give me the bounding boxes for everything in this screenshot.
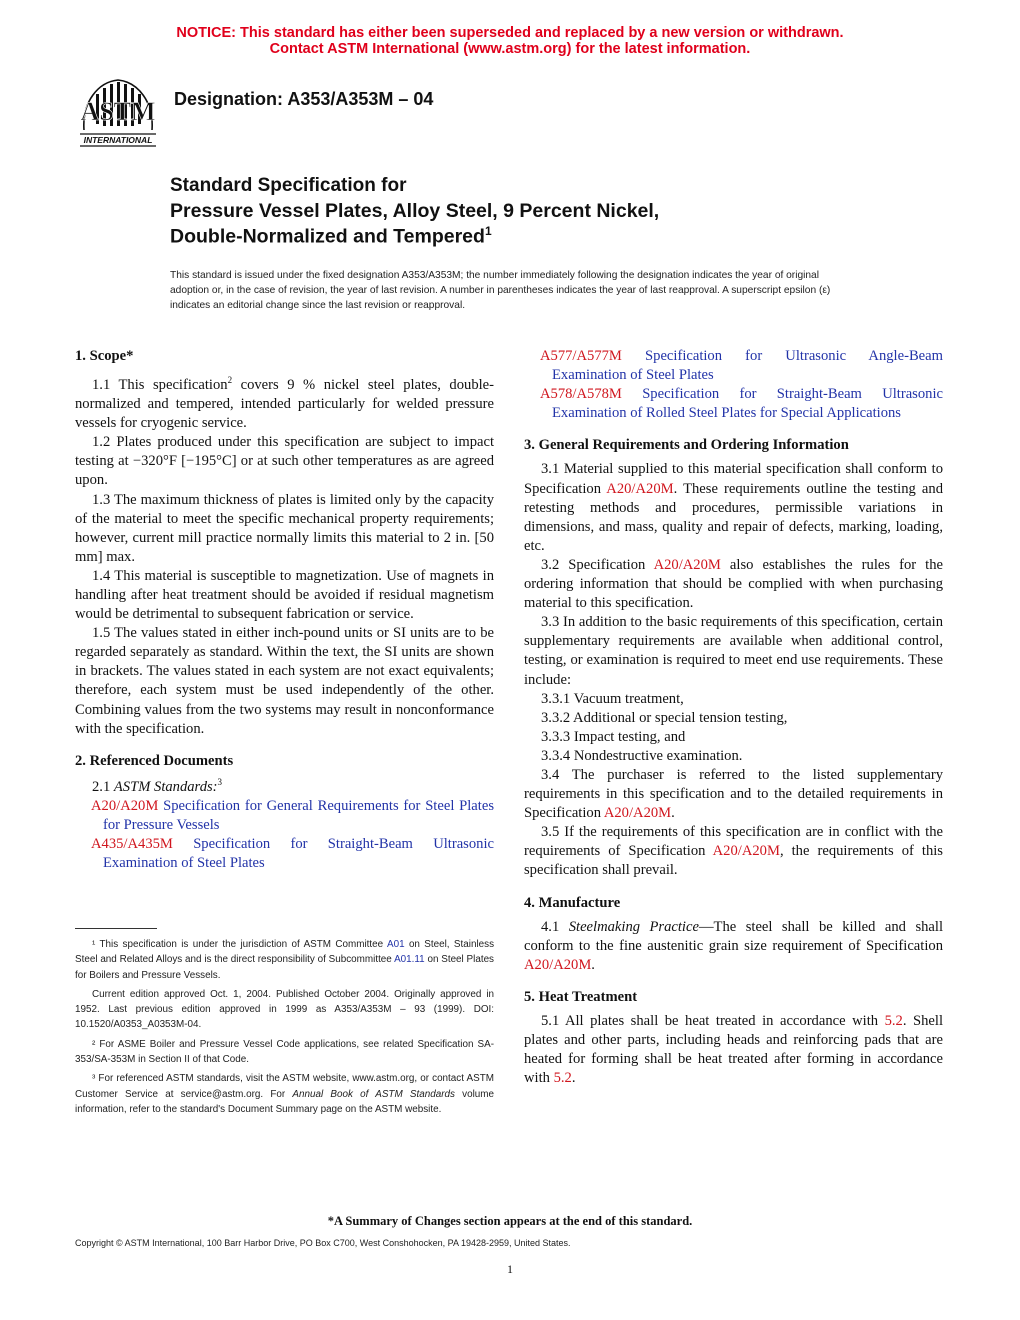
logo-subtext: INTERNATIONAL [83,135,153,145]
footnote-link[interactable]: A01.11 [394,954,425,966]
scope-p2: 1.2 Plates produced under this specification are subject to impact testing at −320°F [−195°C] or at such other temperatures as are agreed upon. [75,434,494,489]
footnote-rule [75,928,157,929]
general-item: 3.3.3 Impact testing, and [541,728,686,745]
footnotes [75,937,494,1117]
scope-heading: 1. Scope* [75,348,134,364]
scope-p4: 1.4 This material is susceptible to magnetization. Use of magnets in handling after heat treatment should be avoided if residual magnetism would be detrimental to subsequent fabrication or service. [75,567,494,623]
footnote-2: ² For ASME Boiler and Pressure Vessel Code applications, see related Specification SA-353/SA-353M in Section II of that Code. [75,1038,494,1066]
spec-link[interactable]: A20/A20M [653,556,721,573]
title-footnote-mark: 1 [484,224,492,238]
manufacture-heading: 4. Manufacture [524,894,621,911]
footnote-link[interactable]: A01 [386,939,405,950]
designation: Designation: A353/A353M – 04 [174,89,434,109]
general-p2: 3.2 Specification A20/A20M also establishes the rules for the ordering information that should be complied with when purchasing material to this specification. [524,556,944,612]
spec-link[interactable]: A20/A20M [712,843,780,860]
general-item: 3.3.4 Nondestructive examination. [541,747,743,764]
ref-item[interactable]: A435/A435M Specification for Straight-Beam Ultrasonic Examination of Steel Plates [91,835,494,872]
title-line-2: Pressure Vessel Plates, Alloy Steel, 9 Percent Nickel, [170,200,660,222]
general-heading: 3. General Requirements and Ordering Information [524,437,849,454]
astm-standards-label: 2.1 ASTM Standards:$^3$ [92,776,223,795]
ref-item[interactable]: A20/A20M Specification for General Requirements for Steel Plates for Pressure Vessels [91,797,494,833]
section-link[interactable]: 5.2 [884,1013,903,1029]
page-number: 1 [507,1262,513,1276]
left-column [75,347,494,873]
title-line-3: Double-Normalized and Tempered$^1$ [170,224,492,248]
spec-link[interactable]: A20/A20M [524,956,592,973]
footnote-current-edition: Current edition approved Oct. 1, 2004. Published October 2004. Originally approved in 1952. Last previous edition approved in 1999 as A353/A353M – 93 (1999). DOI: 10.1520/A0353_A0353M-04. [75,988,494,1031]
notice-line-1: NOTICE: This standard has either been superseded and replaced by a new version or withdrawn. [176,25,844,41]
ref-item[interactable]: A578/A578M Specification for Straight-Beam Ultrasonic Examination of Rolled Steel Plates for Special Applications [540,386,943,422]
scope-p3: 1.3 The maximum thickness of plates is limited only by the capacity of the material to meet the specific mechanical property requirements; however, current mill practice normally limits this material to 2 in. [50 mm] max. [75,491,494,565]
right-column [524,347,943,1088]
heat-p1: 5.1 All plates shall be heat treated in accordance with 5.2. Shell plates and other parts, including heads and reinforcing pads that are heated for forming shall be heat treated after forming in accordance with 5.2. [524,1013,943,1087]
general-p4: 3.4 The purchaser is referred to the listed supplementary requirements in this specification and to the detailed requirements in Specification A20/A20M. [524,766,943,822]
footnote-3: ³ For referenced ASTM standards, visit the ASTM website, www.astm.org, or contact ASTM Customer Service at service@astm.org. For Annual Book of ASTM Standards volume information, refer to the standard's Document Summary page on the ASTM website. [75,1073,495,1115]
scope-p5: 1.5 The values stated in either inch-pound units or SI units are to be regarded separately as standard. Within the text, the SI units are shown in brackets. The values stated in each system are not exact equivalents; therefore, each system must be used independently of the other. Combining values from the two systems may result in nonconformance with the specification. [75,625,494,737]
scope-p1: 1.1 This specification$^2$ covers 9 % nickel steel plates, double-normalized and tempered, intended particularly for welded pressure vessels for cryogenic service. [75,375,495,432]
general-p3: 3.3 In addition to the basic requirements of this specification, certain supplementary requirements are available when additional control, testing, or examination is required to meet end use requirements. These include: [524,614,943,688]
heat-treatment-heading: 5. Heat Treatment [524,988,638,1005]
ref-item[interactable]: A577/A577M Specification for Ultrasonic Angle-Beam Examination of Steel Plates [540,348,943,384]
referenced-heading: 2. Referenced Documents [75,752,234,769]
astm-logo-icon [76,72,160,148]
copyright: Copyright © ASTM International, 100 Barr Harbor Drive, PO Box C700, West Conshohocken, PA 19428-2959, United States. [75,1238,571,1248]
general-item: 3.3.2 Additional or special tension testing, [541,709,788,726]
summary-of-changes-note: *A Summary of Changes section appears at the end of this standard. [327,1214,693,1228]
spec-link[interactable]: A20/A20M [606,480,674,497]
manufacture-p1: 4.1 Steelmaking Practice—The steel shall be killed and shall conform to the fine austenitic grain size requirement of Specification A20/A20M. [524,918,944,973]
general-item: 3.3.1 Vacuum treatment, [541,690,684,707]
logo-text: ASTM [80,97,156,126]
title-line-1: Standard Specification for [170,175,407,196]
general-p5: 3.5 If the requirements of this specification are in conflict with the requirements of Specification A20/A20M, the requirements of this specification shall prevail. [524,824,943,879]
issued-note: This standard is issued under the fixed designation A353/A353M; the number immediately following the designation indicates the year of original adoption or, in the case of revision, the year of last revision. A number in parentheses indicates the year of last reapproval. A superscript epsilon (ε) indicates an editorial change since the last revision or reapproval. [170,270,831,311]
spec-link[interactable]: A20/A20M [603,805,672,822]
section-link[interactable]: 5.2 [553,1070,572,1087]
footnote-1: ¹ This specification is under the jurisdiction of ASTM Committee A01 on Steel, Stainless Steel and Related Alloys and is the direct responsibility of Subcommittee A01.11 on Steel Plates for Boilers and Pressure Vessels. [75,939,495,981]
notice-line-2: Contact ASTM International (www.astm.org) for the latest information. [269,41,751,57]
general-p1: 3.1 Material supplied to this material specification shall conform to Specification A20/A20M. These requirements outline the testing and retesting methods and procedures, permissible variations in dimensions, and mass, quality and repair of defects, marking, loading, etc. [524,461,943,554]
